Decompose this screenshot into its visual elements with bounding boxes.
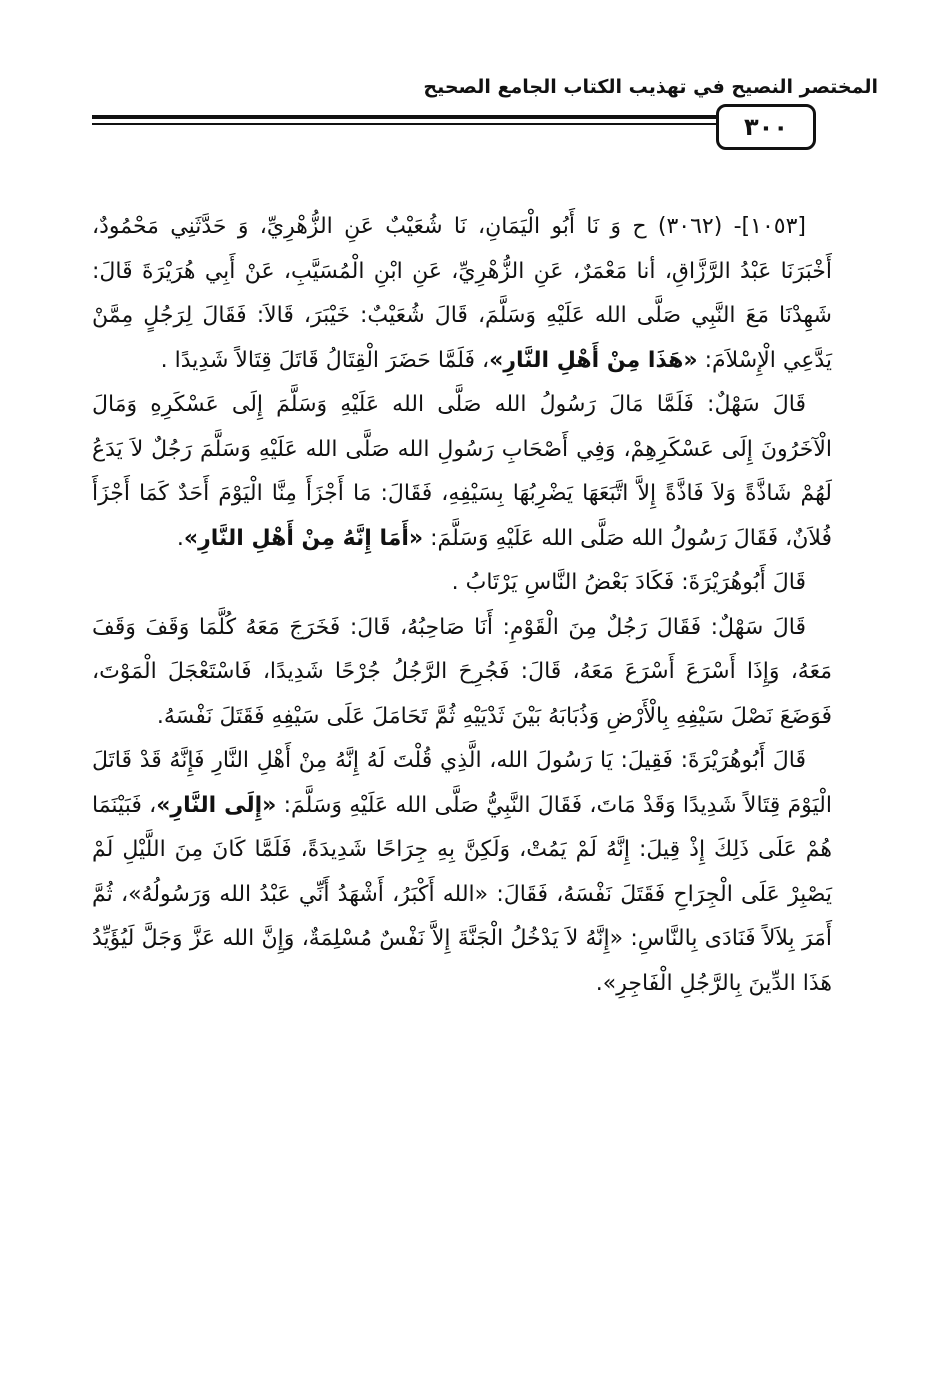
paragraph-text-continued: ، فَبَيْنَمَا هُمْ عَلَى ذَلِكَ إِذْ قِيلَ: إِنَّهُ لَمْ يَمُتْ، وَلَكِنَّ بِهِ جِرَاحًا شَدِيدَةً، فَلَمَّا كَانَ مِنَ اللَّيْلِ لَمْ يَصْبِرْ عَلَى الْجِرَاحِ فَقَتَلَ نَفْسَهُ، فَقَالَ: «الله أَكْبَرُ، أَشْهَدُ أَنِّي عَبْدُ الله وَرَسُولُهُ»، ثُمَّ أَمَرَ بِلاَلاً فَنَادَى بِالنَّاسِ: «إِنَّهُ لاَ يَدْخُلُ الْجَنَّةَ إِلاَّ نَفْسٌ مُسْلِمَةٌ، وَإِنَّ الله عَزَّ وَجَلَّ لَيُؤَيِّدُ هَذَا الدِّينَ بِالرَّجُلِ الْفَاجِرِ». bbox=[92, 792, 832, 996]
paragraph-text: [١٠٥٣]- (٣٠٦٢) ح وَ نَا أَبُو الْيَمَانِ، نَا شُعَيْبٌ عَنِ الزُّهْرِيِّ، وَ حَدَّثَنِي مَحْمُودٌ، أَخْبَرَنَا عَبْدُ الرَّزَّاقِ، أنا مَعْمَرٌ، عَنِ الزُّهْرِيِّ، عَنِ ابْنِ الْمُسَيَّبِ، عَنْ أَبِي هُرَيْرَةَ قَالَ: شَهِدْنَا مَعَ النَّبِي صَلَّى الله عَلَيْهِ وَسَلَّمَ، قَالَ شُعَيْبٌ: خَيْبَرَ، قَالاَ: فَقَالَ لِرَجُلٍ مِمَّنْ يَدَّعِي الْإِسْلاَمَ: bbox=[92, 214, 832, 373]
running-header-title: المختصر النصيح في تهذيب الكتاب الجامع الصحيح bbox=[423, 76, 878, 98]
page-number: ٣٠٠ bbox=[744, 113, 788, 141]
hadith-text-block bbox=[92, 205, 832, 1006]
paragraph-4 bbox=[92, 606, 832, 740]
paragraph-text: قَالَ سَهْلٌ: فَقَالَ رَجُلٌ مِنَ الْقَوْمِ: أَنَا صَاحِبُهُ، قَالَ: فَخَرَجَ مَعَهُ كُلَّمَا وَقَفَ وَقَفَ مَعَهُ، وَإِذَا أَسْرَعَ أَسْرَعَ مَعَهُ، قَالَ: فَجُرِحَ الرَّجُلُ جُرْحًا شَدِيدًا، فَاسْتَعْجَلَ الْمَوْتَ، فَوَضَعَ نَصْلَ سَيْفِهِ بِالْأَرْضِ وَذُبَابَهُ بَيْنَ ثَدْيَيْهِ ثُمَّ تَحَامَلَ عَلَى سَيْفِهِ فَقَتَلَ نَفْسَهُ. bbox=[92, 614, 832, 729]
paragraph-2 bbox=[92, 383, 832, 561]
paragraph-text-continued: . bbox=[176, 525, 184, 551]
header-rule-thick bbox=[92, 115, 716, 119]
prophet-quote: «أَمَا إِنَّهُ مِنْ أَهْلِ النَّارِ» bbox=[183, 525, 424, 551]
paragraph-1 bbox=[92, 205, 832, 383]
paragraph-5 bbox=[92, 739, 832, 1006]
paragraph-text: قَالَ أَبُوهُرَيْرَةَ: فَكَادَ بَعْضُ النَّاسِ يَرْتَابُ . bbox=[451, 570, 806, 595]
prophet-quote: «هَذَا مِنْ أَهْلِ النَّارِ» bbox=[489, 347, 698, 373]
paragraph-text-continued: ، فَلَمَّا حَضَرَ الْقِتَالُ قَاتَلَ قِتَالاً شَدِيدًا . bbox=[160, 347, 490, 373]
prophet-quote: «إِلَى النَّارِ» bbox=[156, 792, 277, 818]
paragraph-3 bbox=[92, 561, 832, 606]
page-number-frame bbox=[716, 104, 816, 150]
paragraph-text: قَالَ أَبُوهُرَيْرَةَ: فَقِيلَ: يَا رَسُولَ الله، الَّذِي قُلْتَ لَهُ إِنَّهُ مِنْ أَهْلِ النَّارِ فَإِنَّهُ قَدْ قَاتَلَ الْيَوْمَ قِتَالاً شَدِيدًا وَقَدْ مَاتَ، فَقَالَ النَّبِيُّ صَلَّى الله عَلَيْهِ وَسَلَّمَ: bbox=[92, 748, 832, 818]
header-rule-thin bbox=[92, 123, 716, 125]
paragraph-text: قَالَ سَهْلٌ: فَلَمَّا مَالَ رَسُولُ الله صَلَّى الله عَلَيْهِ وَسَلَّمَ إِلَى عَسْكَرِهِ وَمَالَ الْآخَرُونَ إِلَى عَسْكَرِهِمْ، وَفِي أَصْحَابِ رَسُولِ الله صَلَّى الله عَلَيْهِ وَسَلَّمَ رَجُلٌ لاَ يَدَعُ لَهُمْ شَاذَّةً وَلاَ فَاذَّةً إِلاَّ اتَّبَعَهَا يَضْرِبُهَا بِسَيْفِهِ، فَقَالَ: مَا أَجْزَأَ مِنَّا الْيَوْمَ أَحَدٌ كَمَا أَجْزَأَ فُلاَنٌ، فَقَالَ رَسُولُ الله صَلَّى الله عَلَيْهِ وَسَلَّمَ: bbox=[92, 392, 832, 551]
